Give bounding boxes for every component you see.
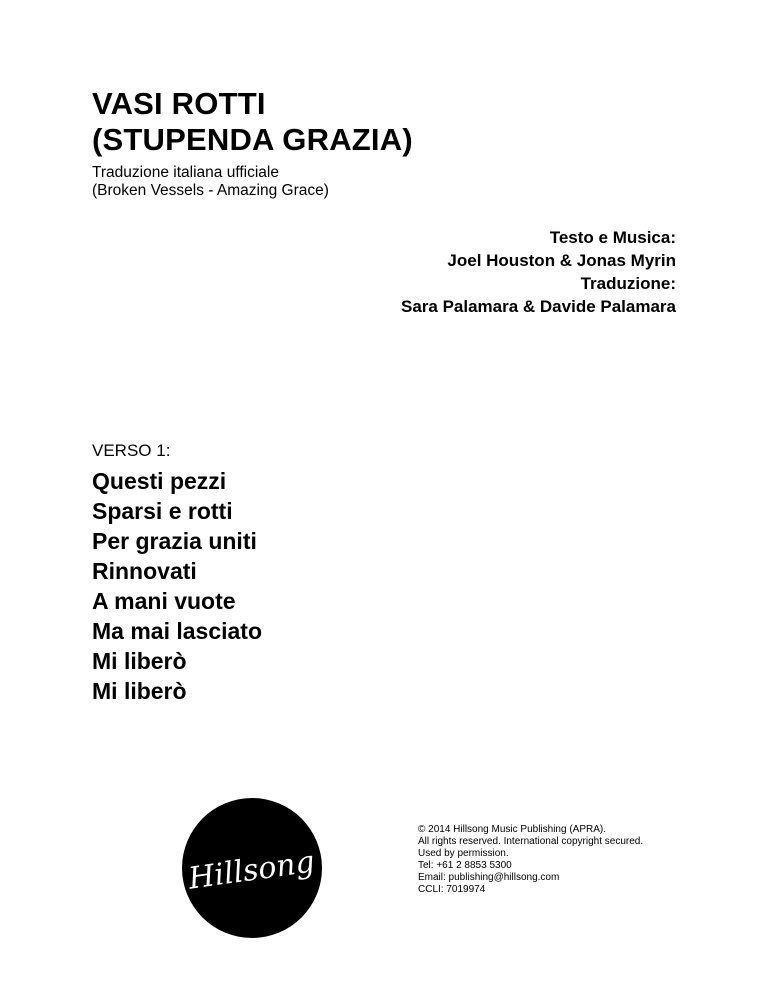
- copyright-line: CCLI: 7019974: [418, 884, 486, 895]
- lyric-line: Mi liberò: [92, 648, 187, 674]
- copyright-notice: [418, 824, 643, 896]
- title-line-2: (STUPENDA GRAZIA): [92, 122, 413, 157]
- title-line-1: VASI ROTTI: [92, 86, 266, 121]
- lyric-line: Ma mai lasciato: [92, 618, 263, 644]
- subtitle: [92, 164, 329, 200]
- verse-lyrics: [92, 466, 262, 706]
- copyright-line: Email: publishing@hillsong.com: [418, 872, 560, 883]
- lyric-line: A mani vuote: [92, 588, 236, 614]
- lyric-line: Per grazia uniti: [92, 528, 257, 554]
- copyright-line: Tel: +61 2 8853 5300: [418, 860, 512, 871]
- credits: [401, 226, 676, 318]
- translation-authors: Sara Palamara & Davide Palamara: [400, 297, 676, 316]
- lyrics-music-authors: Joel Houston & Jonas Myrin: [447, 251, 676, 270]
- copyright-line: © 2014 Hillsong Music Publishing (APRA).: [418, 824, 607, 835]
- copyright-line: All rights reserved. International copyright secured.: [418, 836, 644, 847]
- translation-label: Traduzione:: [580, 274, 676, 293]
- lyrics-music-label: Testo e Musica:: [549, 228, 676, 247]
- lyric-line: Questi pezzi: [92, 468, 227, 494]
- lyric-line: Rinnovati: [92, 558, 197, 584]
- song-title: [92, 86, 413, 158]
- subtitle-line-2: (Broken Vessels - Amazing Grace): [92, 182, 329, 199]
- logo-wordmark: Hillsong: [186, 844, 317, 897]
- verse-label: VERSO 1:: [92, 441, 171, 460]
- lyric-line: Sparsi e rotti: [92, 498, 233, 524]
- copyright-line: Used by permission.: [418, 848, 509, 859]
- lyric-line: Mi liberò: [92, 678, 187, 704]
- subtitle-line-1: Traduzione italiana ufficiale: [92, 164, 279, 181]
- hillsong-logo-icon: [182, 798, 322, 938]
